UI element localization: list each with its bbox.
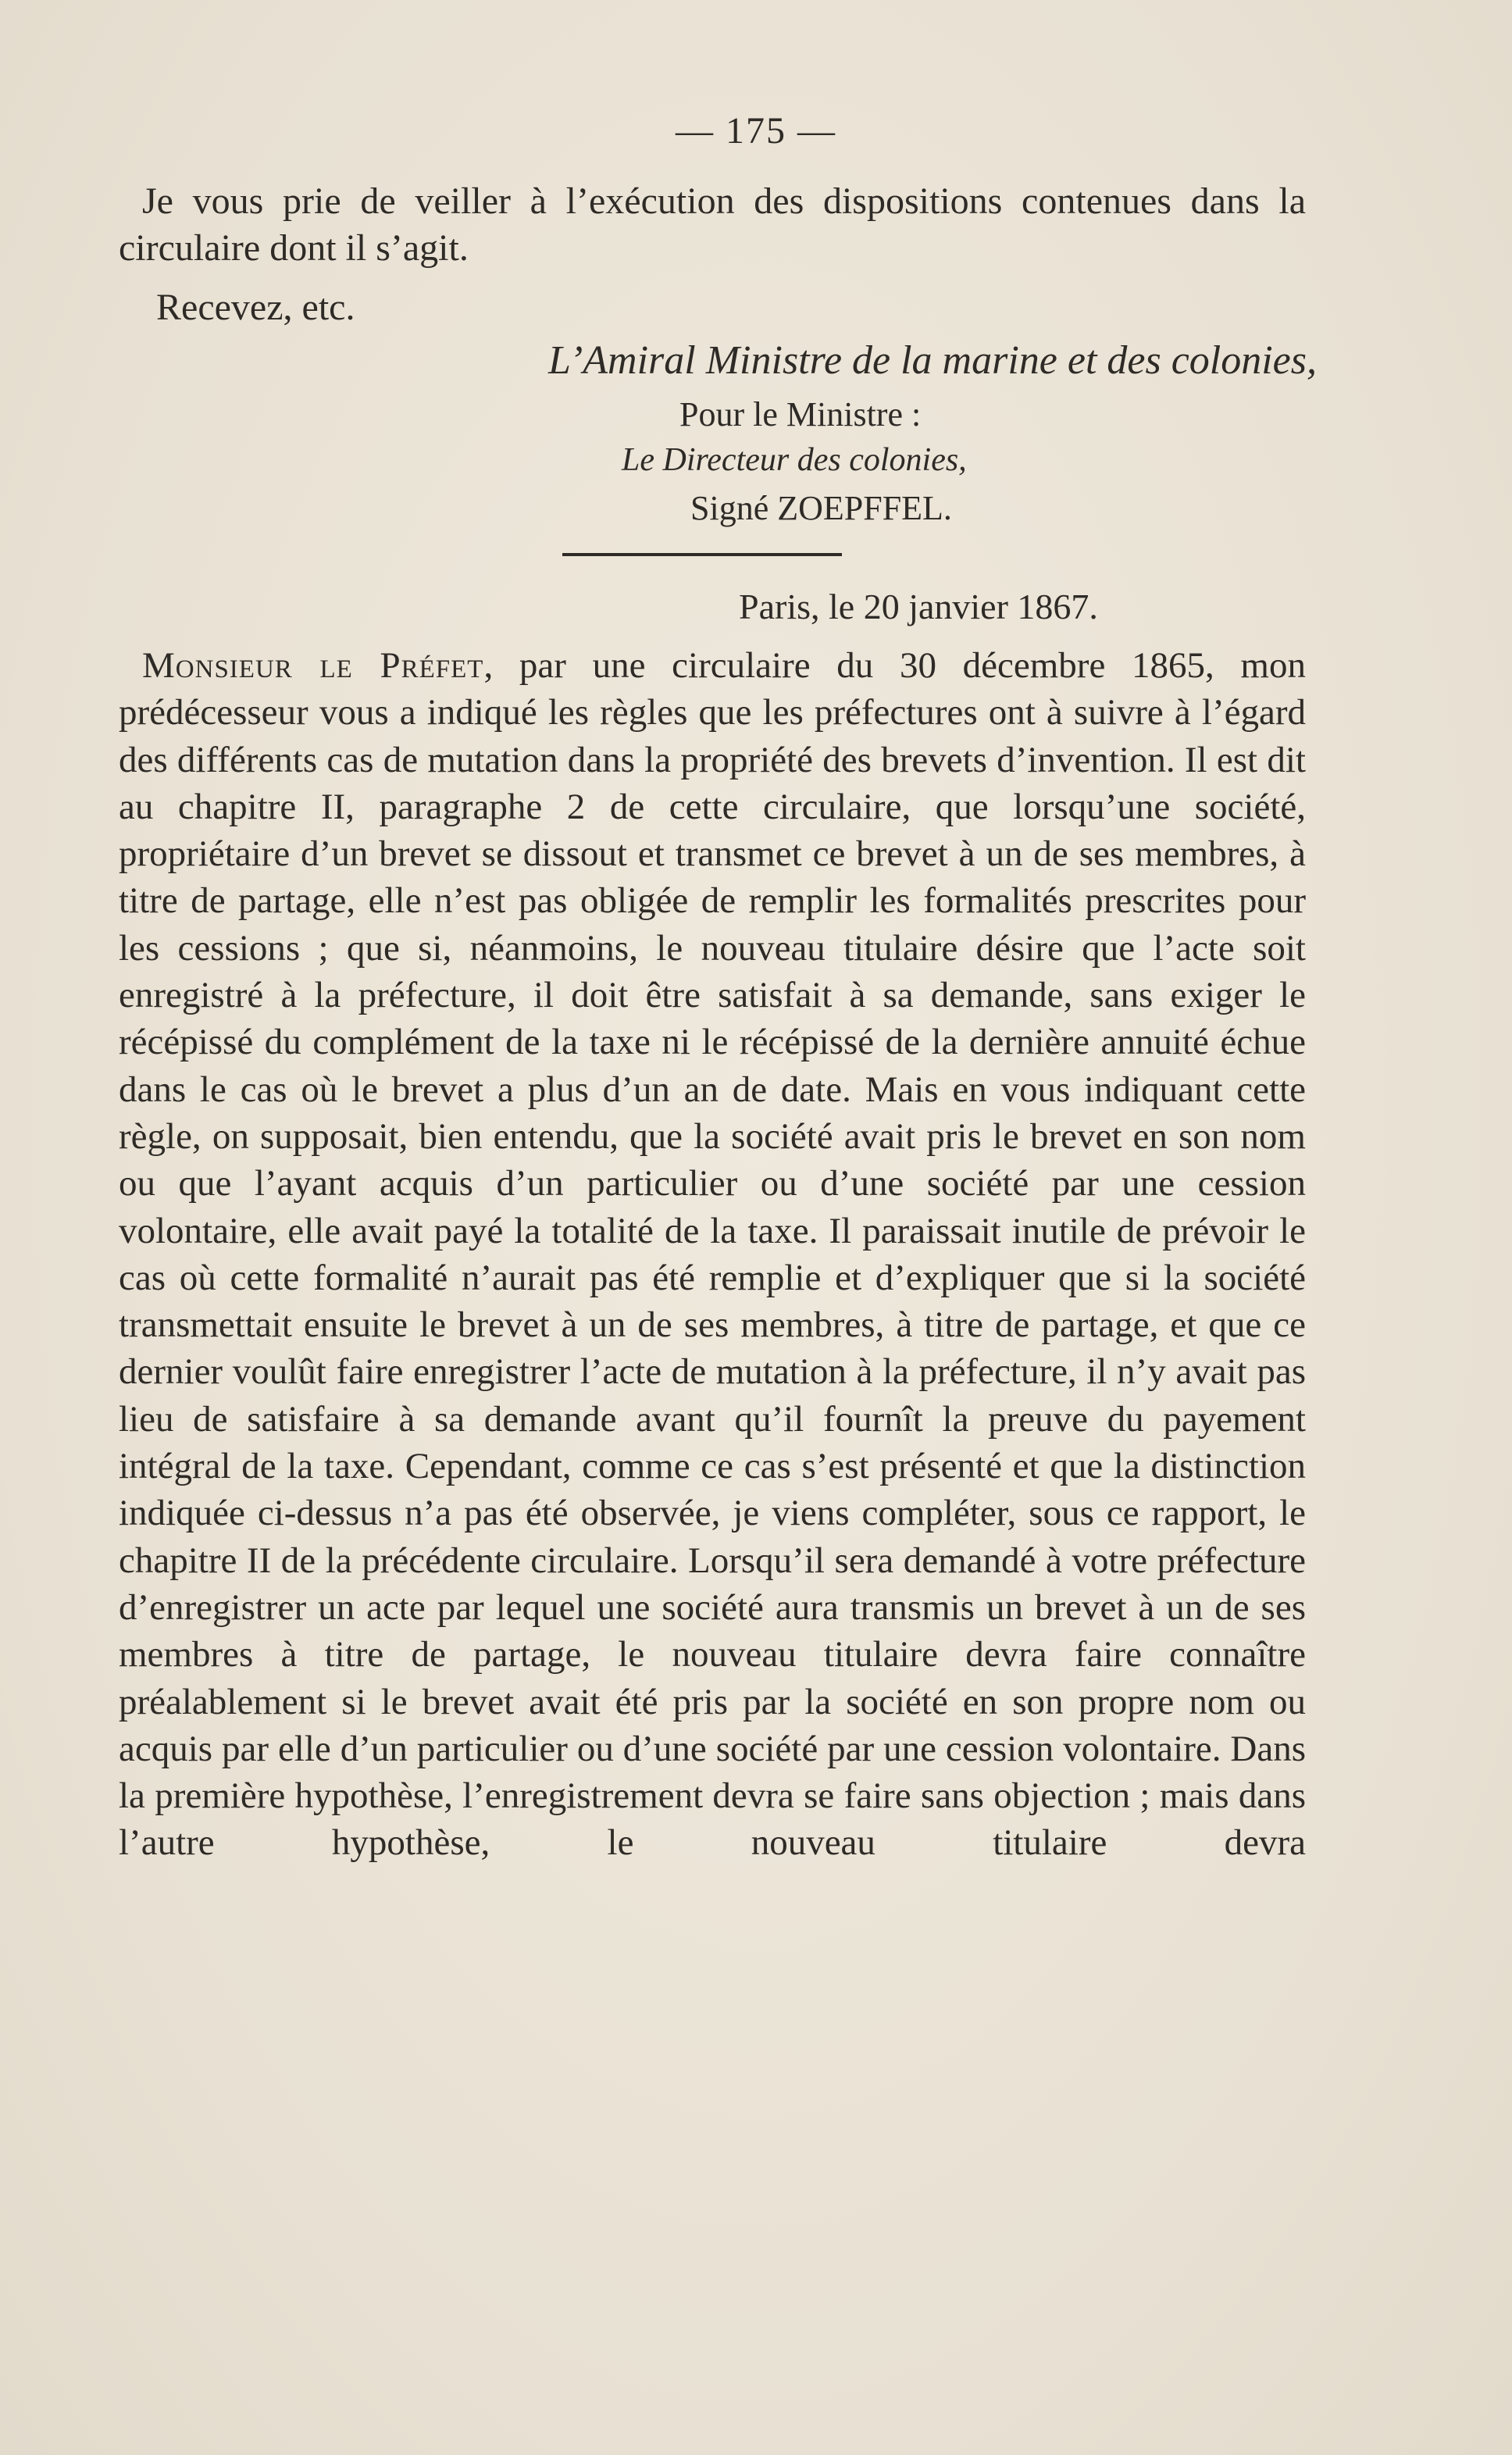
main-paragraph-text: , par une circulaire du 30 décembre 1865, mon prédécesseur vous a indiqué les règles que les préfectures ont à suivre à l’égard des différents cas de mutation dans la propriété des brevets d’invention. Il est dit au chapitre II, paragraphe 2 de cette circulaire, que lorsqu’une société, propriétaire d’un brevet se dissout et transmet ce brevet à un de ses membres, à titre de partage, elle n’est pas obligée de remplir les formalités prescrites pour les cessions ; que si, néanmoins, le nouveau titulaire désire que l’acte soit enregistré à la préfecture, il doit être satisfait à sa demande, sans exiger le récépissé du complément de la taxe ni le récépissé de la dernière annuité échue dans le cas où le brevet a plus d’un an de date. Mais en vous indiquant cette règle, on supposait, bien entendu, que la société avait pris le brevet en son nom ou que l’ayant acquis d’un particulier ou d’une société par une cession volontaire, elle avait payé la totalité de la taxe. Il paraissait inutile de prévoir le cas où cette formalité n’aurait pas été remplie et d’expliquer que si la société transmettait ensuite le brevet à un de ses membres, à titre de partage, et que ce dernier voulût faire enregistrer l’acte de mutation à la préfecture, il n’y avait pas lieu de satisfaire à sa demande avant qu’il fournît la preuve du payement intégral de la taxe. Cependant, comme ce cas s’est présenté et que la distinction indiquée ci-dessus n’a pas été observée, je viens compléter, sous ce rapport, le chapitre II de la précédente circulaire. Lorsqu’il sera demandé à votre préfecture d’enregistrer un acte par lequel une société aura transmis un brevet à un de ses membres à titre de partage, le nouveau titulaire devra faire connaître préalablement si le brevet avait été pris par la société en son propre nom ou acquis par elle d’un particulier ou d’une société par une cession volontaire. Dans la première hypothèse, l’enregistrement devra se faire sans objection ; mais dans l’autre hypothèse, le nouveau titulaire devra — [119, 645, 1306, 1864]
main-paragraph — [119, 642, 1306, 1867]
signature-pour: Pour le Ministre : — [679, 395, 922, 434]
signature-director: Le Directeur des colonies, — [622, 442, 967, 478]
signature-title: L’Amiral Ministre de la marine et des colonies, — [547, 338, 1317, 383]
signature-name: Signé ZOEPFFEL. — [690, 489, 952, 527]
closing-formula: Recevez, etc. — [156, 287, 355, 328]
page-number: — 175 — — [676, 110, 836, 152]
intro-paragraph: Je vous prie de veiller à l’exécution des dispositions contenues dans la circulaire dont il s’agit. — [119, 180, 1306, 269]
section-divider — [562, 553, 842, 556]
dateline: Paris, le 20 janvier 1867. — [739, 587, 1098, 626]
salutation: Monsieur le Préfet — [142, 645, 484, 686]
